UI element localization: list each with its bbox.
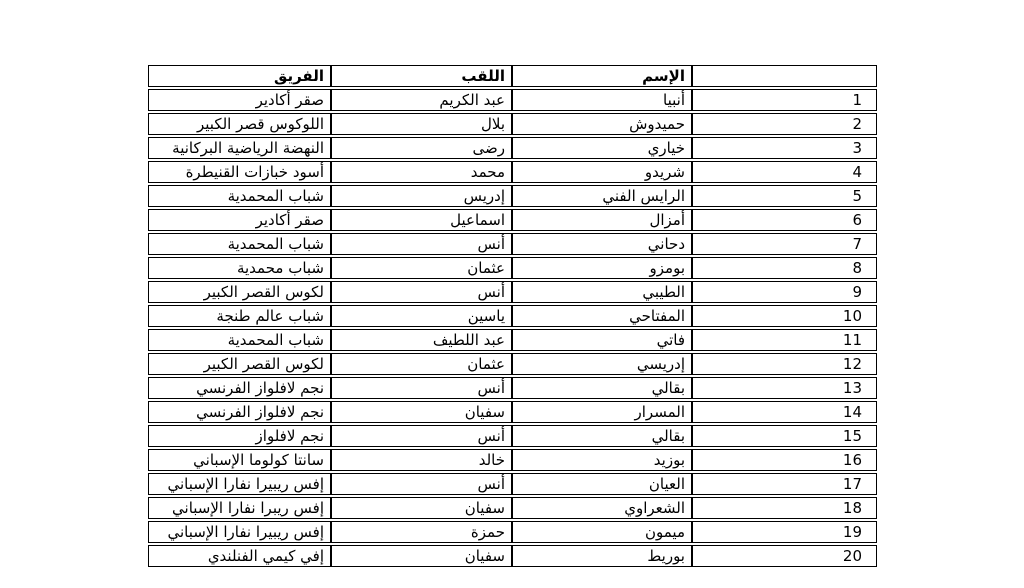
header-first-name: الإسم: [512, 65, 692, 87]
cell-first-name: الطيبي: [512, 281, 692, 303]
cell-index: 15: [692, 425, 877, 447]
table-row: [148, 89, 877, 111]
players-table: [148, 63, 877, 569]
cell-team: شباب محمدية: [148, 257, 331, 279]
table-row: [148, 401, 877, 423]
cell-last-name: سفيان: [331, 545, 512, 567]
cell-last-name: عبد اللطيف: [331, 329, 512, 351]
cell-team: لكوس القصر الكبير: [148, 353, 331, 375]
cell-index: 5: [692, 185, 877, 207]
cell-last-name: خالد: [331, 449, 512, 471]
cell-team: لكوس القصر الكبير: [148, 281, 331, 303]
cell-last-name: أنس: [331, 425, 512, 447]
header-last-name: اللقب: [331, 65, 512, 87]
table-row: [148, 137, 877, 159]
table-row: [148, 545, 877, 567]
cell-last-name: إدريس: [331, 185, 512, 207]
cell-last-name: أنس: [331, 233, 512, 255]
cell-index: 10: [692, 305, 877, 327]
cell-last-name: أنس: [331, 377, 512, 399]
cell-last-name: سفيان: [331, 401, 512, 423]
cell-last-name: سفيان: [331, 497, 512, 519]
table-row: [148, 209, 877, 231]
cell-index: 19: [692, 521, 877, 543]
cell-team: اللوكوس قصر الكبير: [148, 113, 331, 135]
cell-first-name: أمزال: [512, 209, 692, 231]
table-row: [148, 377, 877, 399]
cell-team: إفي كيمي الفنلندي: [148, 545, 331, 567]
cell-first-name: العيان: [512, 473, 692, 495]
cell-team: نجم لافلواز الفرنسي: [148, 401, 331, 423]
table-row: [148, 281, 877, 303]
table-row: [148, 521, 877, 543]
cell-index: 3: [692, 137, 877, 159]
cell-index: 4: [692, 161, 877, 183]
header-row: [148, 65, 877, 87]
cell-first-name: الرايس الفني: [512, 185, 692, 207]
cell-index: 17: [692, 473, 877, 495]
cell-index: 2: [692, 113, 877, 135]
cell-team: إفس ريبيرا نفارا الإسباني: [148, 473, 331, 495]
cell-first-name: المفتاحي: [512, 305, 692, 327]
table-row: [148, 113, 877, 135]
table-row: [148, 329, 877, 351]
table-row: [148, 473, 877, 495]
cell-first-name: شريدو: [512, 161, 692, 183]
table-row: [148, 233, 877, 255]
cell-team: سانتا كولوما الإسباني: [148, 449, 331, 471]
cell-first-name: المسرار: [512, 401, 692, 423]
cell-index: 12: [692, 353, 877, 375]
cell-first-name: بوزيد: [512, 449, 692, 471]
cell-team: أسود خبازات القنيطرة: [148, 161, 331, 183]
cell-index: 16: [692, 449, 877, 471]
cell-first-name: بوريط: [512, 545, 692, 567]
cell-team: شباب المحمدية: [148, 233, 331, 255]
cell-first-name: الشعراوي: [512, 497, 692, 519]
cell-last-name: ياسين: [331, 305, 512, 327]
cell-team: نجم لافلواز: [148, 425, 331, 447]
cell-team: إفس ريبرا نفارا الإسباني: [148, 497, 331, 519]
cell-last-name: رضى: [331, 137, 512, 159]
cell-last-name: محمد: [331, 161, 512, 183]
cell-index: 20: [692, 545, 877, 567]
cell-index: 18: [692, 497, 877, 519]
cell-team: شباب عالم طنجة: [148, 305, 331, 327]
cell-last-name: عثمان: [331, 353, 512, 375]
cell-index: 6: [692, 209, 877, 231]
cell-first-name: دحاني: [512, 233, 692, 255]
cell-index: 14: [692, 401, 877, 423]
table-row: [148, 257, 877, 279]
table-row: [148, 353, 877, 375]
cell-team: شباب المحمدية: [148, 329, 331, 351]
cell-last-name: حمزة: [331, 521, 512, 543]
cell-team: شباب المحمدية: [148, 185, 331, 207]
cell-first-name: بقالي: [512, 425, 692, 447]
cell-index: 1: [692, 89, 877, 111]
cell-first-name: إدريسي: [512, 353, 692, 375]
cell-team: صقر أكادير: [148, 209, 331, 231]
cell-last-name: اسماعيل: [331, 209, 512, 231]
cell-index: 8: [692, 257, 877, 279]
cell-first-name: خياري: [512, 137, 692, 159]
table-row: [148, 449, 877, 471]
cell-first-name: بقالي: [512, 377, 692, 399]
cell-first-name: ميمون: [512, 521, 692, 543]
cell-index: 9: [692, 281, 877, 303]
cell-team: صقر أكادير: [148, 89, 331, 111]
cell-first-name: بومزو: [512, 257, 692, 279]
table-row: [148, 305, 877, 327]
cell-team: إفس ريبيرا نفارا الإسباني: [148, 521, 331, 543]
cell-last-name: عبد الكريم: [331, 89, 512, 111]
table-row: [148, 185, 877, 207]
header-team: الفريق: [148, 65, 331, 87]
table-row: [148, 425, 877, 447]
cell-first-name: فاتي: [512, 329, 692, 351]
cell-team: نجم لافلواز الفرنسي: [148, 377, 331, 399]
table-row: [148, 161, 877, 183]
cell-index: 11: [692, 329, 877, 351]
cell-index: 13: [692, 377, 877, 399]
cell-last-name: بلال: [331, 113, 512, 135]
cell-last-name: أنس: [331, 281, 512, 303]
cell-last-name: أنس: [331, 473, 512, 495]
table-row: [148, 497, 877, 519]
header-index: [692, 65, 877, 87]
cell-index: 7: [692, 233, 877, 255]
cell-first-name: حميدوش: [512, 113, 692, 135]
cell-team: النهضة الرياضية البركانية: [148, 137, 331, 159]
cell-last-name: عثمان: [331, 257, 512, 279]
cell-first-name: أنبيا: [512, 89, 692, 111]
